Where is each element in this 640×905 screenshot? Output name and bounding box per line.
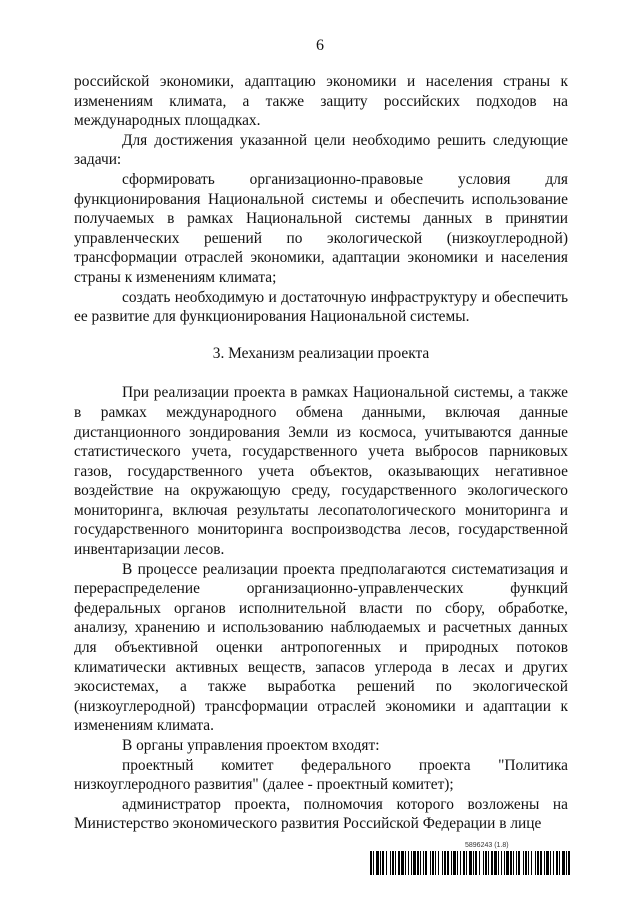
section-heading: 3. Механизм реализации проекта <box>212 344 430 362</box>
paragraph-systematization: В процессе реализации проекта предполагаются систематизация и перераспределение организационно-управленческих функций федеральных органов исполнительной власти по сбору, обработке, анализу, хранению и использованию наблюдаемых и расчетных данных для объективной оценки антропогенных и природных потоков климатически активных веществ, запасов углерода в лесах и других экосистемах, а также выработка решений по экологической (низкоуглеродной) трансформации отраслей экономики и адаптации к изменениям климата. <box>74 560 568 735</box>
paragraph-tasks-intro: Для достижения указанной цели необходимо решить следующие задачи: <box>74 131 568 169</box>
barcode-label: 5896243 (1.8) <box>465 842 509 849</box>
barcode <box>370 851 570 875</box>
paragraph-task-legal: сформировать организационно-правовые условия для функционирования Национальной системы и обеспечить использование получаемых в рамках Национальной системы данных в принятии управленческих решений по экологической (низкоуглеродной) трансформации отраслей экономики, адаптации экономики и населения страны к изменениям климата; <box>74 170 568 286</box>
paragraph-data-sources: При реализации проекта в рамках Национальной системы, а также в рамках международного обмена данными, включая данные дистанционного зондирования Земли из космоса, учитываются данные статистического учета, государственного учета выбросов парниковых газов, государственного учета объектов, оказывающих негативное воздействие на окружающую среду, государственного экологического мониторинга, включая результаты лесопатологического мониторинга и государственного мониторинга воспроизводства лесов, государственной инвентаризации лесов. <box>74 384 568 559</box>
paragraph-project-administrator: администратор проекта, полномочия которого возложены на Министерство экономического развития Российской Федерации в лице <box>74 795 568 833</box>
paragraph-continuation: российской экономики, адаптацию экономики и населения страны к изменениям климата, а также защиту российских подходов на международных площадках. <box>74 73 568 130</box>
document-body <box>74 72 568 834</box>
page-number: 6 <box>316 37 324 54</box>
paragraph-task-infrastructure: создать необходимую и достаточную инфраструктуру и обеспечить ее развитие для функционирования Национальной системы. <box>74 288 568 326</box>
paragraph-project-committee: проектный комитет федерального проекта "Политика низкоуглеродного развития" (далее - проектный комитет); <box>74 756 568 794</box>
paragraph-governance-intro: В органы управления проектом входят: <box>122 737 380 754</box>
